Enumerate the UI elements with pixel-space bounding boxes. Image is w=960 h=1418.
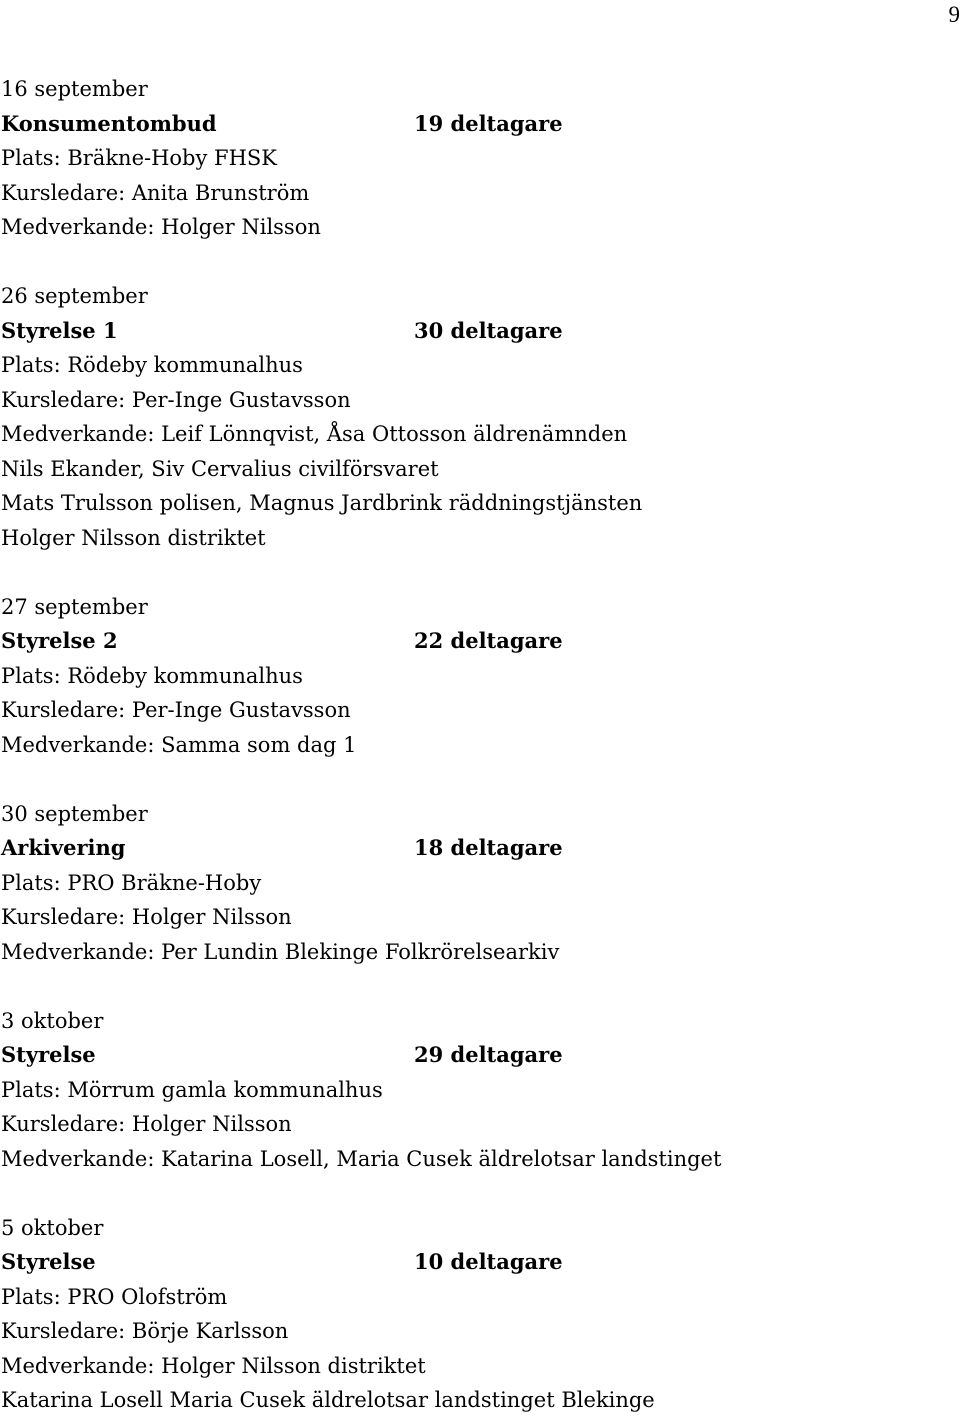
course-title: Konsumentombud [1,111,217,136]
course-leader: Kursledare: Per-Inge Gustavsson [1,383,941,418]
course-title-row [1,1038,941,1073]
course-title-row [1,314,941,349]
course-date: 26 september [1,279,941,314]
course-leader: Kursledare: Börje Karlsson [1,1314,941,1349]
course-location: Plats: Rödeby kommunalhus [1,659,941,694]
course-leader: Kursledare: Holger Nilsson [1,1107,941,1142]
participant-count: 30 deltagare [414,314,563,349]
course-title-row [1,1245,941,1280]
course-contributors: Medverkande: Samma som dag 1 [1,728,941,763]
course-date: 16 september [1,72,941,107]
course-entry [1,72,941,245]
course-contributors: Medverkande: Holger Nilsson distriktet [1,1349,941,1384]
course-location: Plats: Rödeby kommunalhus [1,348,941,383]
participant-count: 10 deltagare [414,1245,563,1280]
course-location: Plats: PRO Olofström [1,1280,941,1315]
course-title-row [1,107,941,142]
course-location: Plats: PRO Bräkne-Hoby [1,866,941,901]
course-leader: Kursledare: Holger Nilsson [1,900,941,935]
course-contributors-continued: Nils Ekander, Siv Cervalius civilförsvaret [1,452,941,487]
page-number: 9 [949,0,960,30]
course-entry [1,590,941,763]
course-title-row [1,624,941,659]
course-entry [1,1004,941,1177]
course-entry [1,1211,941,1418]
course-title-row [1,831,941,866]
course-title: Styrelse [1,1042,96,1067]
participant-count: 18 deltagare [414,831,563,866]
course-contributors: Medverkande: Katarina Losell, Maria Cusek äldrelotsar landstinget [1,1142,941,1177]
participant-count: 22 deltagare [414,624,563,659]
participant-count: 19 deltagare [414,107,563,142]
course-location: Plats: Mörrum gamla kommunalhus [1,1073,941,1108]
course-title: Styrelse 1 [1,318,118,343]
course-entry [1,279,941,555]
course-entry [1,797,941,970]
course-date: 3 oktober [1,1004,941,1039]
course-date: 30 september [1,797,941,832]
course-contributors-continued: Katarina Losell Maria Cusek äldrelotsar landstinget Blekinge [1,1383,941,1418]
course-contributors: Medverkande: Holger Nilsson [1,210,941,245]
course-contributors: Medverkande: Per Lundin Blekinge Folkrörelsearkiv [1,935,941,970]
course-contributors: Medverkande: Leif Lönnqvist, Åsa Ottosson äldrenämnden [1,417,941,452]
course-leader: Kursledare: Per-Inge Gustavsson [1,693,941,728]
course-list [1,72,941,1418]
course-leader: Kursledare: Anita Brunström [1,176,941,211]
course-date: 27 september [1,590,941,625]
course-title: Arkivering [1,835,125,860]
course-title: Styrelse 2 [1,628,118,653]
course-location: Plats: Bräkne-Hoby FHSK [1,141,941,176]
course-title: Styrelse [1,1249,96,1274]
course-contributors-continued: Holger Nilsson distriktet [1,521,941,556]
course-contributors-continued: Mats Trulsson polisen, Magnus Jardbrink räddningstjänsten [1,486,941,521]
participant-count: 29 deltagare [414,1038,563,1073]
course-date: 5 oktober [1,1211,941,1246]
